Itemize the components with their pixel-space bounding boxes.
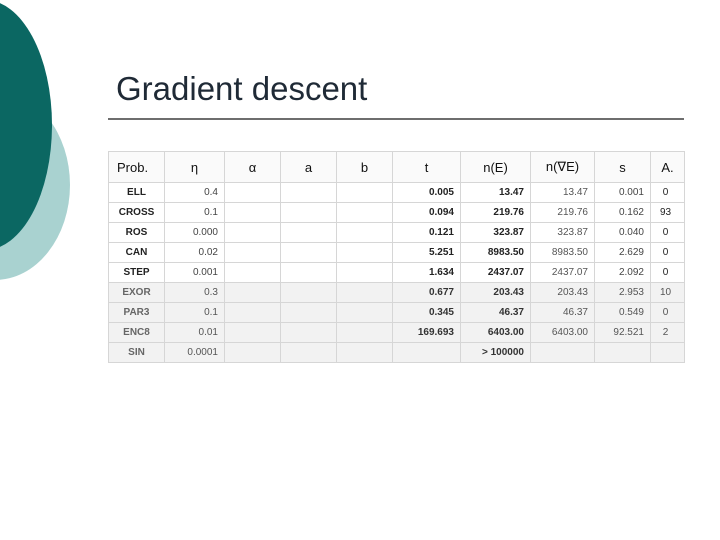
cell-a: 0 — [651, 263, 685, 283]
cell-a — [281, 303, 337, 323]
cell-alpha — [225, 243, 281, 263]
table-body — [109, 183, 685, 363]
cell-ngrad — [531, 343, 595, 363]
cell-ngrad: 219.76 — [531, 203, 595, 223]
table-row — [109, 263, 685, 283]
cell-ngrad: 13.47 — [531, 183, 595, 203]
cell-ne: 46.37 — [461, 303, 531, 323]
header-t: t — [393, 152, 461, 183]
cell-s — [595, 343, 651, 363]
cell-eta: 0.0001 — [165, 343, 225, 363]
cell-prob: ENC8 — [109, 323, 165, 343]
table-header-row — [109, 152, 685, 183]
cell-s: 0.001 — [595, 183, 651, 203]
header-n-grad-e: n(∇E) — [531, 152, 595, 183]
cell-b — [337, 283, 393, 303]
cell-prob: ROS — [109, 223, 165, 243]
header-n-e: n(E) — [461, 152, 531, 183]
cell-ne: 13.47 — [461, 183, 531, 203]
cell-b — [337, 183, 393, 203]
cell-a: 0 — [651, 183, 685, 203]
header-b: b — [337, 152, 393, 183]
cell-alpha — [225, 183, 281, 203]
cell-prob: STEP — [109, 263, 165, 283]
cell-a — [651, 343, 685, 363]
cell-a — [281, 223, 337, 243]
table-row — [109, 243, 685, 263]
table-row — [109, 223, 685, 243]
cell-b — [337, 343, 393, 363]
cell-a — [281, 243, 337, 263]
cell-eta: 0.4 — [165, 183, 225, 203]
cell-a: 10 — [651, 283, 685, 303]
cell-t: 169.693 — [393, 323, 461, 343]
table-row — [109, 183, 685, 203]
cell-ngrad: 8983.50 — [531, 243, 595, 263]
cell-prob: SIN — [109, 343, 165, 363]
cell-eta: 0.001 — [165, 263, 225, 283]
cell-t: 0.121 — [393, 223, 461, 243]
cell-a: 0 — [651, 303, 685, 323]
cell-b — [337, 203, 393, 223]
cell-ne: 219.76 — [461, 203, 531, 223]
cell-ngrad: 46.37 — [531, 303, 595, 323]
cell-b — [337, 263, 393, 283]
cell-eta: 0.1 — [165, 203, 225, 223]
cell-eta: 0.000 — [165, 223, 225, 243]
cell-alpha — [225, 283, 281, 303]
cell-s: 0.549 — [595, 303, 651, 323]
cell-a: 0 — [651, 243, 685, 263]
table-row — [109, 203, 685, 223]
cell-t: 0.005 — [393, 183, 461, 203]
header-s: s — [595, 152, 651, 183]
cell-t: 0.345 — [393, 303, 461, 323]
cell-s: 0.040 — [595, 223, 651, 243]
table-row — [109, 303, 685, 323]
cell-prob: PAR3 — [109, 303, 165, 323]
cell-t: 0.094 — [393, 203, 461, 223]
cell-a: 0 — [651, 223, 685, 243]
table-row — [109, 283, 685, 303]
cell-alpha — [225, 223, 281, 243]
cell-a — [281, 183, 337, 203]
cell-prob: CROSS — [109, 203, 165, 223]
cell-ne: 203.43 — [461, 283, 531, 303]
cell-s: 92.521 — [595, 323, 651, 343]
header-alpha: α — [225, 152, 281, 183]
slide-title: Gradient descent — [116, 70, 368, 107]
cell-alpha — [225, 303, 281, 323]
cell-ne: 2437.07 — [461, 263, 531, 283]
cell-prob: ELL — [109, 183, 165, 203]
results-table — [108, 151, 685, 363]
cell-s: 2.092 — [595, 263, 651, 283]
cell-b — [337, 323, 393, 343]
header-a-accuracy: A. — [651, 152, 685, 183]
cell-t: 5.251 — [393, 243, 461, 263]
cell-s: 2.953 — [595, 283, 651, 303]
cell-b — [337, 303, 393, 323]
cell-prob: CAN — [109, 243, 165, 263]
cell-t: 0.677 — [393, 283, 461, 303]
cell-ngrad: 323.87 — [531, 223, 595, 243]
cell-a: 2 — [651, 323, 685, 343]
cell-a — [281, 323, 337, 343]
cell-eta: 0.1 — [165, 303, 225, 323]
title-divider — [108, 118, 684, 120]
cell-alpha — [225, 203, 281, 223]
cell-s: 2.629 — [595, 243, 651, 263]
cell-a — [281, 263, 337, 283]
cell-a — [281, 343, 337, 363]
cell-ne: > 100000 — [461, 343, 531, 363]
cell-t: 1.634 — [393, 263, 461, 283]
cell-eta: 0.01 — [165, 323, 225, 343]
cell-alpha — [225, 323, 281, 343]
cell-b — [337, 243, 393, 263]
table-row — [109, 343, 685, 363]
cell-eta: 0.3 — [165, 283, 225, 303]
cell-ne: 6403.00 — [461, 323, 531, 343]
header-prob: Prob. — [109, 152, 165, 183]
cell-prob: EXOR — [109, 283, 165, 303]
cell-ngrad: 6403.00 — [531, 323, 595, 343]
cell-a — [281, 283, 337, 303]
cell-b — [337, 223, 393, 243]
cell-ngrad: 2437.07 — [531, 263, 595, 283]
cell-ngrad: 203.43 — [531, 283, 595, 303]
cell-a — [281, 203, 337, 223]
header-a: a — [281, 152, 337, 183]
header-eta: η — [165, 152, 225, 183]
cell-t — [393, 343, 461, 363]
cell-alpha — [225, 343, 281, 363]
slide-decoration-circles — [0, 0, 80, 300]
cell-eta: 0.02 — [165, 243, 225, 263]
cell-ne: 323.87 — [461, 223, 531, 243]
table-row — [109, 323, 685, 343]
cell-a: 93 — [651, 203, 685, 223]
cell-s: 0.162 — [595, 203, 651, 223]
cell-alpha — [225, 263, 281, 283]
cell-ne: 8983.50 — [461, 243, 531, 263]
